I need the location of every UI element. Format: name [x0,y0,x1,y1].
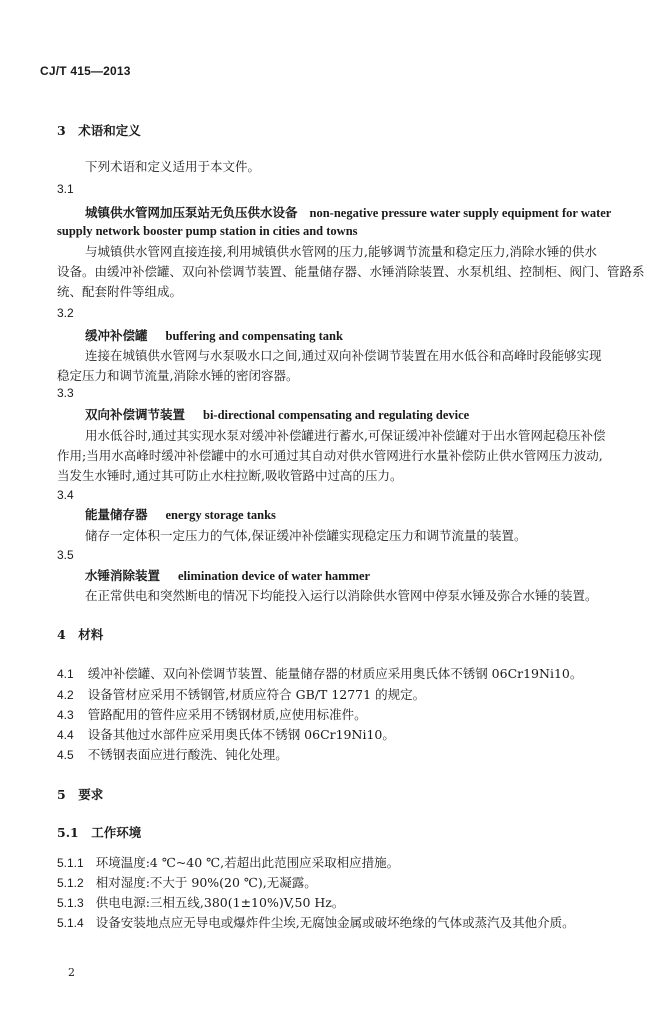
term-number: 3.1 [57,182,74,196]
section-5-heading: 5 要求 [57,787,104,802]
item-text: 设备安装地点应无导电或爆炸件尘埃,无腐蚀金属或破坏绝缘的气体或蒸汽及其他介质。 [95,915,575,930]
term-en: non-negative pressure water supply equipment for water [309,206,612,220]
term-en: energy storage tanks [165,508,276,522]
term-definition-line: 作用;当用水高峰时缓冲补偿罐中的水可通过其自动对供水管网进行水量补偿防止供水管网压力波动, [57,448,603,463]
standard-code: CJ/T 415—2013 [40,64,131,78]
term-number: 3.3 [57,386,74,400]
term-number: 3.4 [57,488,74,502]
term-en: bi-directional compensating and regulating device [203,408,470,422]
list-item [57,747,288,763]
list-item [57,727,395,743]
term-zh: 缓冲补偿罐 [85,328,148,343]
term-number: 3.5 [57,548,74,562]
section-3-heading: 3 术语和定义 [57,123,141,138]
term-en: buffering and compensating tank [165,329,343,343]
item-text: 环境温度:4 ℃~40 ℃,若超出此范围应采取相应措施。 [95,855,400,870]
section-3-intro: 下列术语和定义适用于本文件。 [85,159,261,174]
term-definition-line: 统、配套附件等组成。 [57,284,183,299]
item-text: 设备管材应采用不锈钢管,材质应符合 GB/T 12771 的规定。 [87,687,426,702]
item-text: 设备其他过水部件应采用奥氏体不锈钢 06Cr19Ni10。 [87,727,395,742]
term-definition-line: 连接在城镇供水管网与水泵吸水口之间,通过双向补偿调节装置在用水低谷和高峰时段能够实现 [85,348,602,363]
item-number: 4.1 [57,667,74,681]
list-item [57,875,317,891]
term-number: 3.2 [57,306,74,320]
section-5-1-heading: 5.1 工作环境 [57,825,142,840]
item-number: 4.4 [57,728,74,742]
list-item [57,855,399,871]
item-text: 管路配用的管件应采用不锈钢材质,应使用标准件。 [87,707,367,722]
item-text: 相对湿度:不大于 90%(20 ℃),无凝露。 [95,875,317,890]
term-title [85,568,370,584]
term-definition-line: 储存一定体积一定压力的气体,保证缓冲补偿罐实现稳定压力和调节流量的装置。 [85,528,527,543]
term-title [85,507,276,523]
term-zh: 双向补偿调节装置 [85,407,186,422]
term-title [85,205,611,221]
term-definition-line: 稳定压力和调节流量,消除水锤的密闭容器。 [57,368,299,383]
term-title [85,407,469,423]
item-number: 5.1.4 [57,916,84,930]
term-definition-line: 用水低谷时,通过其实现水泵对缓冲补偿罐进行蓄水,可保证缓冲补偿罐对于出水管网起稳压补偿 [85,428,606,443]
term-zh: 城镇供水管网加压泵站无负压供水设备 [85,205,298,220]
page-number: 2 [68,966,75,979]
term-en: elimination device of water hammer [178,569,371,583]
item-number: 5.1.2 [57,876,84,890]
term-definition-line: 当发生水锤时,通过其可防止水柱拉断,吸收管路中过高的压力。 [57,468,403,483]
term-definition-line: 在正常供电和突然断电的情况下均能投入运行以消除供水管网中停泵水锤及弥合水锤的装置。 [85,588,598,603]
term-en-continued: supply network booster pump station in cities and towns [57,224,358,238]
item-number: 4.2 [57,688,74,702]
list-item [57,687,425,703]
item-text: 供电电源:三相五线,380(1±10%)V,50 Hz。 [95,895,345,910]
list-item [57,707,367,723]
item-number: 5.1.1 [57,856,84,870]
term-zh: 能量储存器 [85,507,148,522]
term-title [85,328,343,344]
list-item [57,915,575,931]
item-number: 5.1.3 [57,896,84,910]
item-number: 4.3 [57,708,74,722]
item-number: 4.5 [57,748,74,762]
term-definition-line: 设备。由缓冲补偿罐、双向补偿调节装置、能量储存器、水锤消除装置、水泵机组、控制柜、阀门、管路系 [57,264,645,279]
section-4-heading: 4 材料 [57,627,104,642]
list-item [57,895,344,911]
item-text: 缓冲补偿罐、双向补偿调节装置、能量储存器的材质应采用奥氏体不锈钢 06Cr19Ni10。 [87,666,583,681]
term-definition-line: 与城镇供水管网直接连接,利用城镇供水管网的压力,能够调节流量和稳定压力,消除水锤的供水 [85,244,597,259]
list-item [57,666,582,682]
term-zh: 水锤消除装置 [85,568,161,583]
item-text: 不锈钢表面应进行酸洗、钝化处理。 [87,747,288,762]
